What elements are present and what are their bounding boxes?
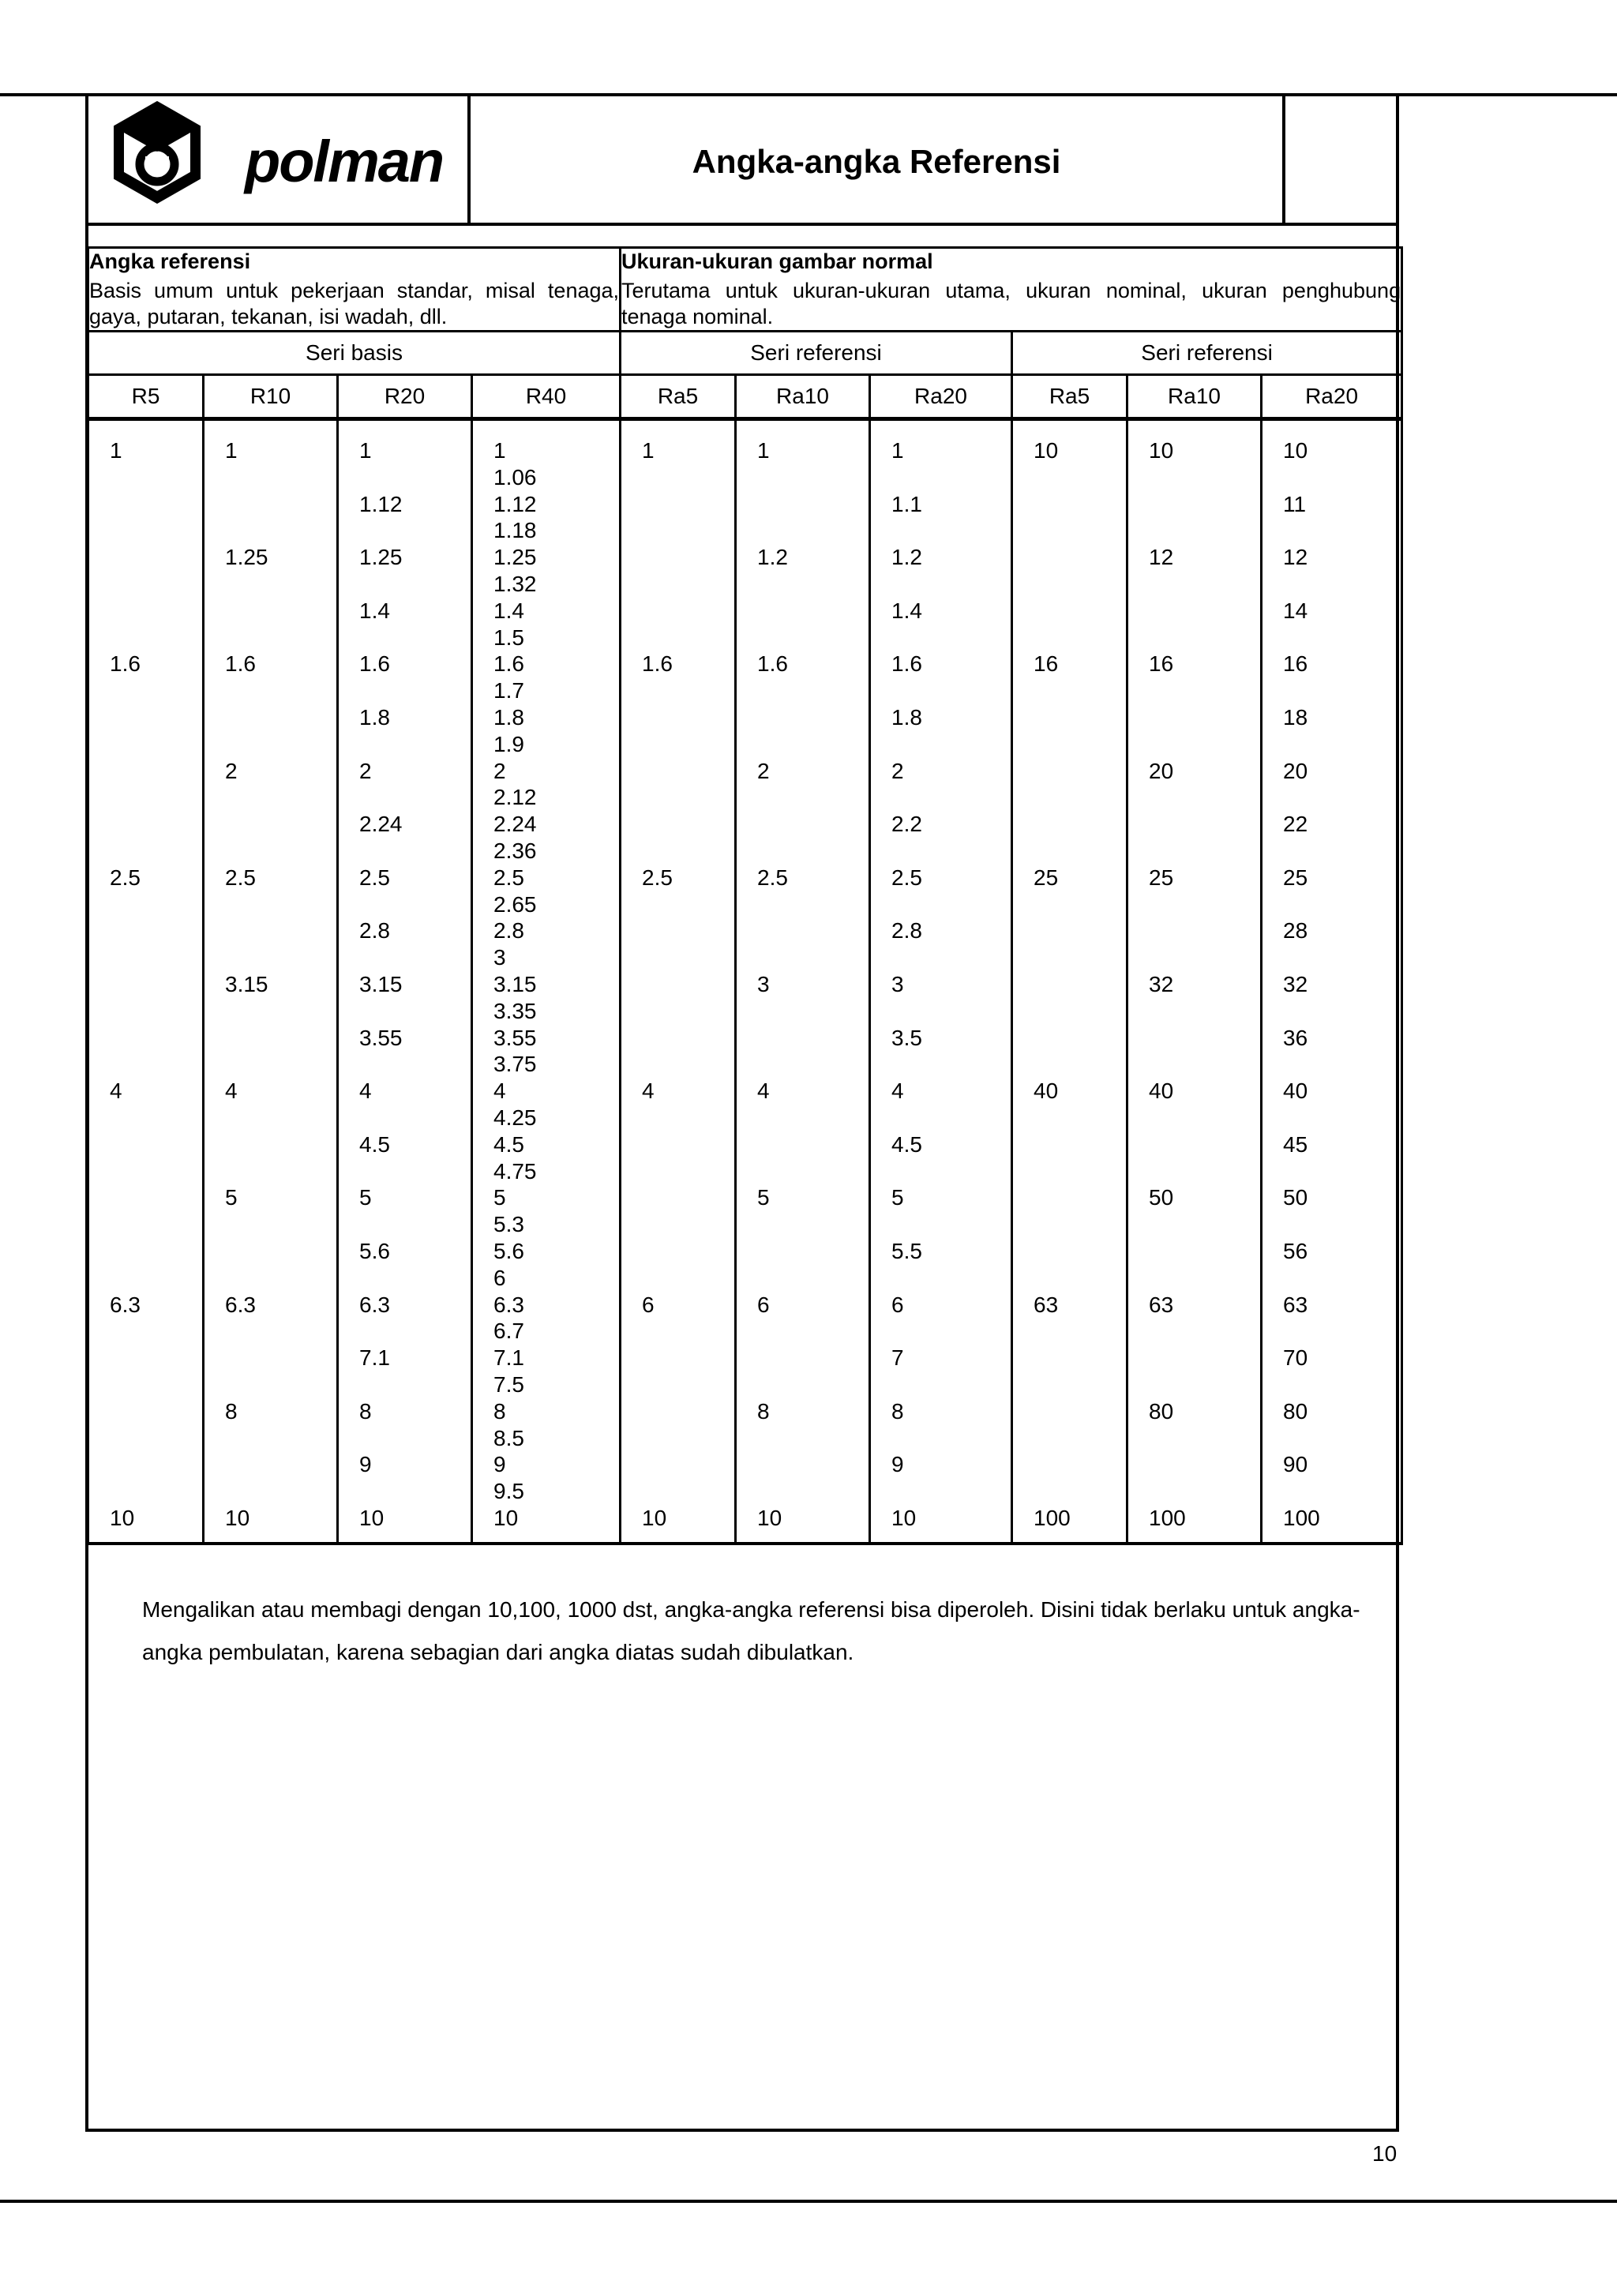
table-cell: 2 bbox=[891, 758, 904, 783]
table-cell-r40: 2.5 bbox=[493, 865, 524, 890]
table-cell: 4 bbox=[110, 1079, 122, 1104]
table-cell: 4.5 bbox=[359, 1131, 390, 1157]
table-cell-r40: 6 bbox=[493, 1265, 506, 1290]
header-divider bbox=[85, 223, 1399, 226]
column-body-ra5-b bbox=[1013, 421, 1126, 1542]
table-cell-r40: 2.36 bbox=[493, 838, 537, 863]
table-cell-r40: 7.5 bbox=[493, 1372, 524, 1397]
description-row bbox=[88, 248, 1402, 332]
table-cell-r40: 1.9 bbox=[493, 731, 524, 756]
left-description-text: Basis umum untuk pekerjaan standar, misal tenaga, gaya, putaran, tekanan, isi wadah, dll. bbox=[89, 279, 620, 328]
table-cell-r40: 1.5 bbox=[493, 625, 524, 650]
table-cell: 10 bbox=[1283, 438, 1308, 463]
logo-cell bbox=[85, 93, 471, 226]
table-cell: 1.12 bbox=[359, 491, 403, 516]
table-cell: 32 bbox=[1283, 972, 1308, 996]
table-cell-r40: 1 bbox=[493, 438, 506, 463]
table-cell-r40: 8.5 bbox=[493, 1425, 524, 1450]
table-cell: 7 bbox=[891, 1345, 904, 1371]
table-cell: 20 bbox=[1149, 758, 1174, 783]
column-body-r10 bbox=[204, 421, 336, 1542]
table-cell-r40: 3.15 bbox=[493, 972, 537, 996]
table-cell-r40: 3.35 bbox=[493, 998, 537, 1023]
table-cell: 2.24 bbox=[359, 812, 403, 837]
table-cell: 40 bbox=[1034, 1079, 1059, 1104]
table-cell-r40: 1.6 bbox=[493, 651, 524, 677]
table-cell: 1.6 bbox=[891, 651, 922, 677]
group-header-row bbox=[88, 332, 1402, 375]
table-cell: 1 bbox=[359, 438, 372, 463]
table-cell: 9 bbox=[359, 1452, 372, 1477]
table-cell: 40 bbox=[1149, 1079, 1174, 1104]
table-cell-r40: 1.8 bbox=[493, 705, 524, 730]
table-cell: 45 bbox=[1283, 1131, 1308, 1157]
table-cell-r40: 6.3 bbox=[493, 1292, 524, 1317]
reference-table bbox=[87, 246, 1403, 1545]
table-cell: 1.2 bbox=[891, 545, 922, 570]
table-cell: 10 bbox=[1034, 438, 1059, 463]
column-body-r5 bbox=[89, 421, 202, 1542]
table-cell-r40: 9.5 bbox=[493, 1479, 524, 1504]
column-body-r20 bbox=[339, 421, 471, 1542]
table-cell: 25 bbox=[1034, 865, 1059, 890]
table-cell: 10 bbox=[359, 1506, 385, 1530]
table-cell: 16 bbox=[1034, 651, 1059, 677]
table-cell: 2.5 bbox=[110, 865, 141, 890]
table-cell: 50 bbox=[1283, 1185, 1308, 1210]
column-header: R5 bbox=[88, 375, 204, 419]
table-cell: 10 bbox=[642, 1506, 667, 1530]
table-cell: 2.5 bbox=[891, 865, 922, 890]
table-cell: 9 bbox=[891, 1452, 904, 1477]
footnote: Mengalikan atau membagi dengan 10,100, 1000 dst, angka-angka referensi bisa diperoleh. Disini tidak berlaku untuk angka-angka pembulatan, karena sebagian dari angka diatas sudah dibulatkan. bbox=[142, 1597, 1360, 1664]
table-cell: 80 bbox=[1149, 1398, 1174, 1424]
table-cell: 70 bbox=[1283, 1345, 1308, 1371]
table-cell: 100 bbox=[1034, 1506, 1071, 1530]
column-header: Ra5 bbox=[621, 375, 736, 419]
table-cell: 2 bbox=[225, 758, 238, 783]
table-cell: 36 bbox=[1283, 1025, 1308, 1050]
table-cell-r40: 3 bbox=[493, 945, 506, 970]
table-cell-r40: 4.5 bbox=[493, 1131, 524, 1157]
table-cell: 32 bbox=[1149, 972, 1174, 996]
page-header bbox=[85, 93, 1399, 226]
table-cell-r40: 1.4 bbox=[493, 598, 524, 623]
table-cell: 2.5 bbox=[359, 865, 390, 890]
table-cell: 1.4 bbox=[359, 598, 390, 623]
page-number: 10 bbox=[1372, 2141, 1398, 2166]
table-cell: 5 bbox=[891, 1185, 904, 1210]
table-cell: 16 bbox=[1283, 651, 1308, 677]
table-cell: 2.2 bbox=[891, 812, 922, 837]
table-cell: 1.6 bbox=[110, 651, 141, 677]
column-header: R40 bbox=[472, 375, 621, 419]
table-cell: 40 bbox=[1283, 1079, 1308, 1104]
table-cell: 11 bbox=[1283, 491, 1307, 516]
table-cell: 6.3 bbox=[110, 1292, 141, 1317]
table-cell: 28 bbox=[1283, 918, 1308, 944]
left-description bbox=[88, 248, 621, 332]
table-cell-r40: 3.75 bbox=[493, 1052, 537, 1077]
table-cell-r40: 2.24 bbox=[493, 812, 537, 837]
column-header: Ra20 bbox=[1262, 375, 1402, 419]
table-cell: 50 bbox=[1149, 1185, 1174, 1210]
table-cell-r40: 4.75 bbox=[493, 1158, 537, 1184]
table-cell-r40: 1.25 bbox=[493, 545, 537, 570]
table-cell: 2.5 bbox=[642, 865, 673, 890]
table-cell: 3.55 bbox=[359, 1025, 403, 1050]
table-cell: 2 bbox=[359, 758, 372, 783]
column-body-ra20-b bbox=[1262, 421, 1401, 1542]
table-cell: 5 bbox=[225, 1185, 238, 1210]
table-cell: 18 bbox=[1283, 705, 1308, 730]
table-cell: 1.1 bbox=[891, 491, 922, 516]
values-row bbox=[88, 419, 1402, 1544]
table-cell: 80 bbox=[1283, 1398, 1308, 1424]
table-cell: 14 bbox=[1283, 598, 1308, 623]
table-cell: 10 bbox=[757, 1506, 782, 1530]
table-cell: 22 bbox=[1283, 812, 1308, 837]
table-cell: 1 bbox=[642, 438, 655, 463]
table-cell: 4 bbox=[757, 1079, 770, 1104]
column-header: R20 bbox=[338, 375, 472, 419]
table-cell: 4.5 bbox=[891, 1131, 922, 1157]
table-cell-r40: 2.65 bbox=[493, 891, 537, 917]
table-cell: 63 bbox=[1283, 1292, 1308, 1317]
table-cell: 3 bbox=[757, 972, 770, 996]
table-cell-r40: 1.7 bbox=[493, 678, 524, 703]
table-cell: 4 bbox=[359, 1079, 372, 1104]
table-cell: 12 bbox=[1283, 545, 1308, 570]
table-cell: 1.6 bbox=[225, 651, 256, 677]
column-body-ra20 bbox=[871, 421, 1011, 1542]
table-cell-r40: 1.06 bbox=[493, 464, 537, 490]
column-header: Ra20 bbox=[870, 375, 1012, 419]
table-cell-r40: 2 bbox=[493, 758, 506, 783]
left-description-title: Angka referensi bbox=[89, 249, 251, 273]
table-cell-r40: 4.25 bbox=[493, 1105, 537, 1130]
table-cell: 25 bbox=[1283, 865, 1308, 890]
blank-header-cell bbox=[1285, 93, 1399, 226]
table-cell: 3.5 bbox=[891, 1025, 922, 1050]
table-cell-r40: 2.8 bbox=[493, 918, 524, 944]
column-header: Ra10 bbox=[736, 375, 870, 419]
table-cell: 6.3 bbox=[225, 1292, 256, 1317]
table-cell: 8 bbox=[891, 1398, 904, 1424]
table-cell: 8 bbox=[359, 1398, 372, 1424]
table-cell: 5.6 bbox=[359, 1239, 390, 1263]
table-cell-r40: 1.32 bbox=[493, 572, 537, 596]
polman-logo bbox=[114, 101, 461, 204]
table-cell: 90 bbox=[1283, 1452, 1308, 1477]
table-cell-r40: 7.1 bbox=[493, 1345, 524, 1371]
table-cell: 1.25 bbox=[359, 545, 403, 570]
table-cell: 1 bbox=[110, 438, 122, 463]
right-description-text: Terutama untuk ukuran-ukuran utama, ukuran nominal, ukuran penghubung tenaga nominal. bbox=[621, 279, 1401, 328]
table-cell: 8 bbox=[225, 1398, 238, 1424]
table-cell-r40: 3.55 bbox=[493, 1025, 537, 1050]
table-cell: 4 bbox=[891, 1079, 904, 1104]
table-cell: 100 bbox=[1283, 1506, 1320, 1530]
table-cell-r40: 1.18 bbox=[493, 518, 537, 543]
right-description-title: Ukuran-ukuran gambar normal bbox=[621, 249, 933, 273]
table-cell: 1.4 bbox=[891, 598, 922, 623]
table-cell: 10 bbox=[1149, 438, 1174, 463]
table-cell-r40: 10 bbox=[493, 1506, 519, 1530]
table-cell-r40: 5 bbox=[493, 1185, 506, 1210]
table-cell: 3 bbox=[891, 972, 904, 996]
table-cell: 3.15 bbox=[225, 972, 268, 996]
table-cell-r40: 1.12 bbox=[493, 491, 537, 516]
group-header: Seri referensi bbox=[1012, 332, 1402, 375]
table-cell: 4 bbox=[642, 1079, 655, 1104]
column-body-ra5 bbox=[621, 421, 734, 1542]
table-cell: 1.2 bbox=[757, 545, 788, 570]
table-cell: 2.5 bbox=[757, 865, 788, 890]
table-cell: 5.5 bbox=[891, 1239, 922, 1263]
table-cell: 1 bbox=[225, 438, 238, 463]
group-header: Seri basis bbox=[88, 332, 621, 375]
table-cell: 6 bbox=[642, 1292, 655, 1317]
table-cell: 2.5 bbox=[225, 865, 256, 890]
group-header: Seri referensi bbox=[621, 332, 1012, 375]
table-cell-r40: 5.3 bbox=[493, 1212, 524, 1237]
table-cell: 1.25 bbox=[225, 545, 268, 570]
table-cell: 6 bbox=[757, 1292, 770, 1317]
table-cell: 56 bbox=[1283, 1239, 1308, 1263]
table-cell: 12 bbox=[1149, 545, 1174, 570]
table-cell: 2.8 bbox=[359, 918, 390, 944]
column-header: R10 bbox=[204, 375, 338, 419]
table-cell-r40: 4 bbox=[493, 1079, 506, 1104]
table-cell: 100 bbox=[1149, 1506, 1186, 1530]
table-cell: 16 bbox=[1149, 651, 1174, 677]
table-cell: 1.8 bbox=[891, 705, 922, 730]
table-cell: 1.8 bbox=[359, 705, 390, 730]
table-cell: 8 bbox=[757, 1398, 770, 1424]
table-cell-r40: 2.12 bbox=[493, 785, 537, 810]
table-cell: 6.3 bbox=[359, 1292, 390, 1317]
table-cell: 10 bbox=[225, 1506, 250, 1530]
table-cell-r40: 8 bbox=[493, 1398, 506, 1424]
table-cell-r40: 9 bbox=[493, 1452, 506, 1477]
table-cell: 4 bbox=[225, 1079, 238, 1104]
table-cell-r40: 5.6 bbox=[493, 1239, 524, 1263]
column-header: Ra5 bbox=[1012, 375, 1127, 419]
page-title: Angka-angka Referensi bbox=[692, 143, 1061, 180]
column-body-ra10 bbox=[737, 421, 869, 1542]
table-cell: 2.8 bbox=[891, 918, 922, 944]
table-cell: 10 bbox=[110, 1506, 135, 1530]
table-cell: 3.15 bbox=[359, 972, 403, 996]
table-cell: 7.1 bbox=[359, 1345, 390, 1371]
hex-nut-icon bbox=[114, 101, 201, 204]
column-header-row bbox=[88, 375, 1402, 419]
brand-name: polman bbox=[245, 129, 444, 194]
table-cell: 63 bbox=[1034, 1292, 1059, 1317]
table-cell: 1 bbox=[891, 438, 904, 463]
table-cell: 5 bbox=[757, 1185, 770, 1210]
table-cell: 1 bbox=[757, 438, 770, 463]
table-cell: 1.6 bbox=[757, 651, 788, 677]
table-cell: 6 bbox=[891, 1292, 904, 1317]
column-header: Ra10 bbox=[1127, 375, 1262, 419]
table-cell: 1.6 bbox=[642, 651, 673, 677]
column-body-r40 bbox=[473, 421, 619, 1542]
table-cell: 1.6 bbox=[359, 651, 390, 677]
table-cell: 20 bbox=[1283, 758, 1308, 783]
table-cell: 5 bbox=[359, 1185, 372, 1210]
column-body-ra10-b bbox=[1128, 421, 1260, 1542]
table-cell: 10 bbox=[891, 1506, 917, 1530]
table-cell: 2 bbox=[757, 758, 770, 783]
bottom-rule bbox=[0, 2200, 1617, 2203]
table-cell: 63 bbox=[1149, 1292, 1174, 1317]
right-description bbox=[621, 248, 1402, 332]
table-cell-r40: 6.7 bbox=[493, 1319, 524, 1344]
title-cell bbox=[471, 93, 1285, 226]
table-cell: 25 bbox=[1149, 865, 1174, 890]
